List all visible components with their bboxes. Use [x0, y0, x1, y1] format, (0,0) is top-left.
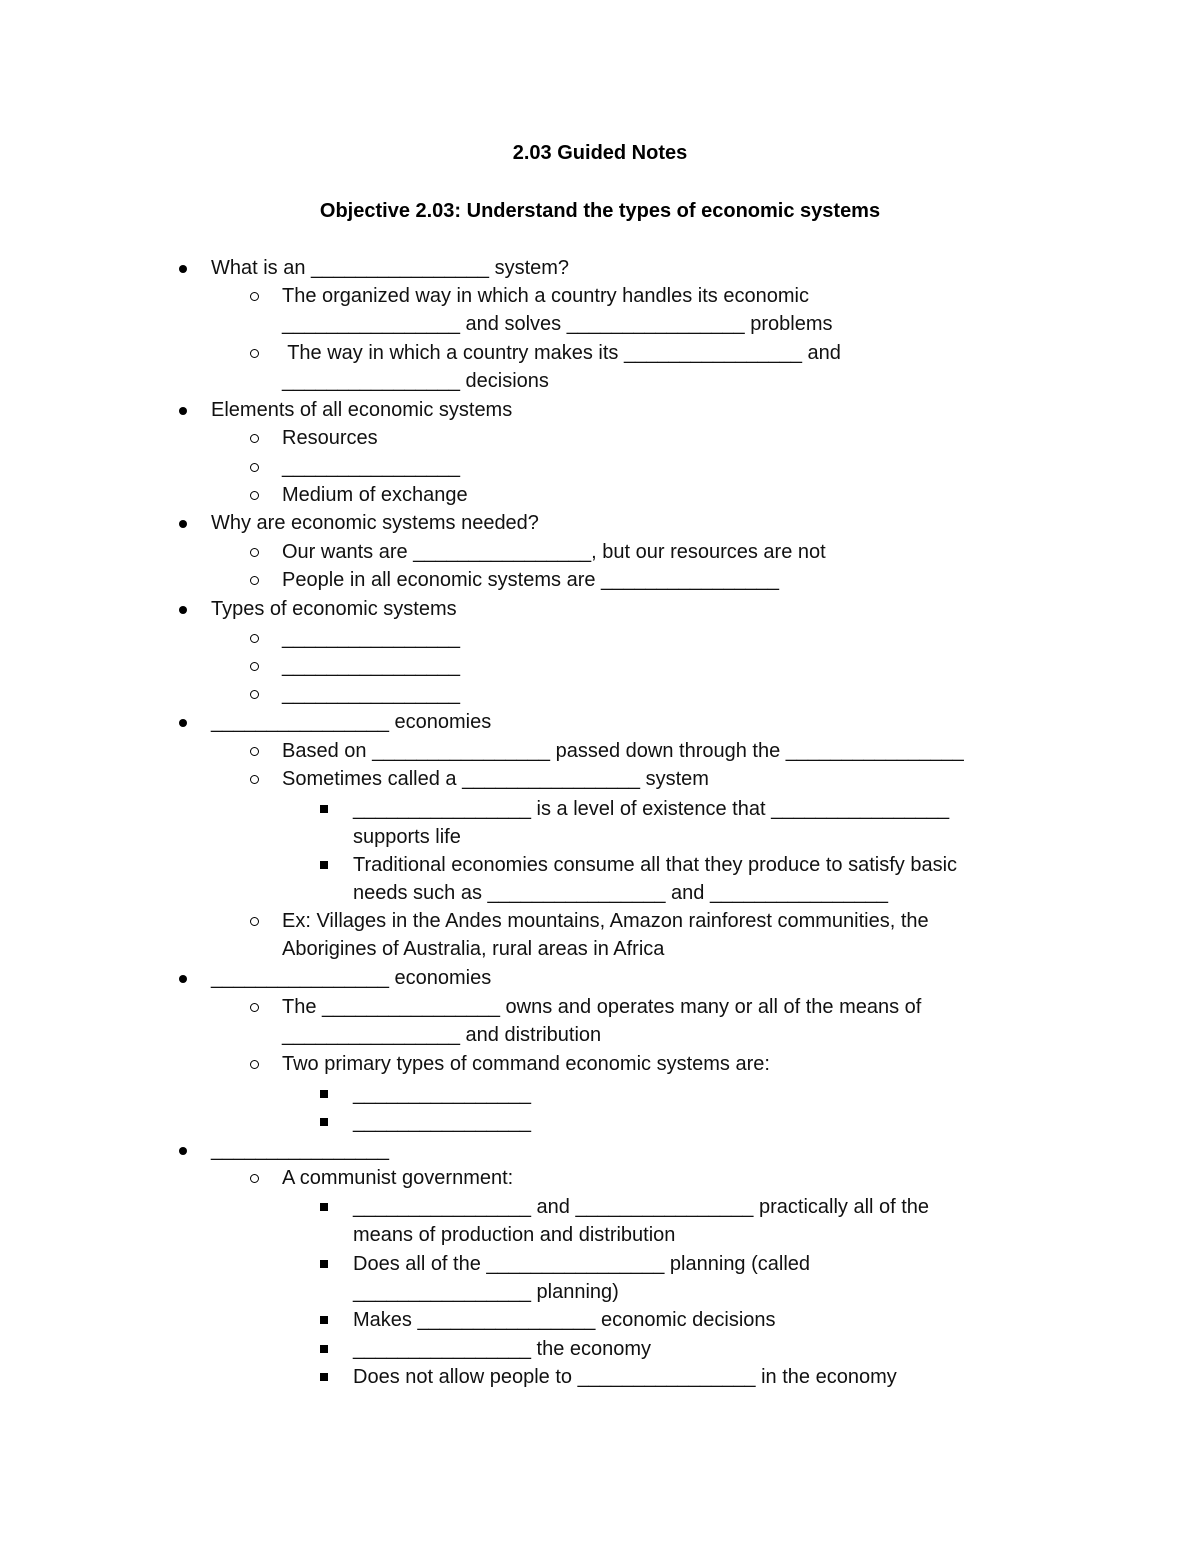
bullet-circle-icon [250, 690, 259, 699]
bullet-circle-icon [250, 292, 259, 301]
bullet-disc-icon [179, 606, 187, 614]
note-line: ________________ and distribution [282, 1024, 602, 1046]
note-line: ________________ is a level of existence that ________________ [353, 798, 950, 820]
bullet-circle-icon [250, 1060, 259, 1069]
bullet-circle-icon [250, 634, 259, 643]
bullet-circle-icon [250, 747, 259, 756]
bullet-square-icon [320, 1373, 328, 1381]
bullet-square-icon [320, 1090, 328, 1098]
bullet-disc-icon [179, 265, 187, 273]
note-line: Why are economic systems needed? [211, 512, 539, 534]
bullet-square-icon [320, 1203, 328, 1211]
note-line: ________________ [211, 1139, 389, 1161]
bullet-circle-icon [250, 1003, 259, 1012]
bullet-disc-icon [179, 407, 187, 415]
bullet-square-icon [320, 805, 328, 813]
note-line: Our wants are ________________, but our resources are not [282, 541, 826, 563]
note-line: ________________ and solves ________________ problems [282, 313, 833, 335]
note-line: ________________ economies [211, 711, 492, 733]
bullet-circle-icon [250, 349, 259, 358]
note-line: Aborigines of Australia, rural areas in Africa [282, 938, 665, 960]
note-line: Resources [282, 427, 378, 449]
note-line: The way in which a country makes its ________________ and [282, 342, 841, 364]
note-line: ________________ planning) [353, 1281, 619, 1303]
note-line: ________________ [282, 627, 460, 649]
note-line: Traditional economies consume all that they produce to satisfy basic [353, 854, 958, 876]
note-line: Sometimes called a ________________ system [282, 768, 709, 790]
note-line: The ________________ owns and operates many or all of the means of [282, 996, 922, 1018]
note-line: Elements of all economic systems [211, 399, 513, 421]
note-line: ________________ [282, 456, 460, 478]
note-line: ________________ economies [211, 967, 492, 989]
note-line: People in all economic systems are ________________ [282, 569, 780, 591]
bullet-disc-icon [179, 520, 187, 528]
bullet-circle-icon [250, 548, 259, 557]
bullet-disc-icon [179, 1147, 187, 1155]
bullet-disc-icon [179, 719, 187, 727]
note-line: Medium of exchange [282, 484, 468, 506]
note-line: Does all of the ________________ planning (called [353, 1253, 811, 1275]
bullet-circle-icon [250, 576, 259, 585]
note-line: means of production and distribution [353, 1224, 676, 1246]
document-title: 2.03 Guided Notes [512, 142, 688, 164]
note-line: Based on ________________ passed down through the ________________ [282, 740, 964, 762]
note-line: What is an ________________ system? [211, 257, 570, 279]
bullet-circle-icon [250, 1174, 259, 1183]
note-line: Types of economic systems [211, 598, 457, 620]
note-line: ________________ the economy [353, 1338, 652, 1360]
bullet-circle-icon [250, 662, 259, 671]
note-line: Two primary types of command economic systems are: [282, 1053, 770, 1075]
objective-heading: Objective 2.03: Understand the types of economic systems [319, 200, 881, 222]
note-line: A communist government: [282, 1167, 514, 1189]
note-line: ________________ [282, 655, 460, 677]
bullet-circle-icon [250, 491, 259, 500]
bullet-square-icon [320, 1316, 328, 1324]
bullet-circle-icon [250, 775, 259, 784]
bullet-circle-icon [250, 434, 259, 443]
note-line: needs such as ________________ and ________________ [353, 882, 888, 904]
bullet-disc-icon [179, 975, 187, 983]
note-line: ________________ [282, 683, 460, 705]
bullet-square-icon [320, 1260, 328, 1268]
bullet-square-icon [320, 1345, 328, 1353]
note-line: Makes ________________ economic decisions [353, 1309, 776, 1331]
note-line: Does not allow people to ________________ in the economy [353, 1366, 897, 1388]
note-line: Ex: Villages in the Andes mountains, Amazon rainforest communities, the [282, 910, 929, 932]
note-line: supports life [353, 826, 461, 848]
bullet-square-icon [320, 1118, 328, 1126]
note-line: ________________ decisions [282, 370, 549, 392]
bullet-circle-icon [250, 463, 259, 472]
note-line: ________________ [353, 1083, 531, 1105]
note-line: ________________ [353, 1111, 531, 1133]
note-line: ________________ and ________________ practically all of the [353, 1196, 930, 1218]
bullet-square-icon [320, 861, 328, 869]
bullet-circle-icon [250, 917, 259, 926]
note-line: The organized way in which a country handles its economic [282, 285, 809, 307]
